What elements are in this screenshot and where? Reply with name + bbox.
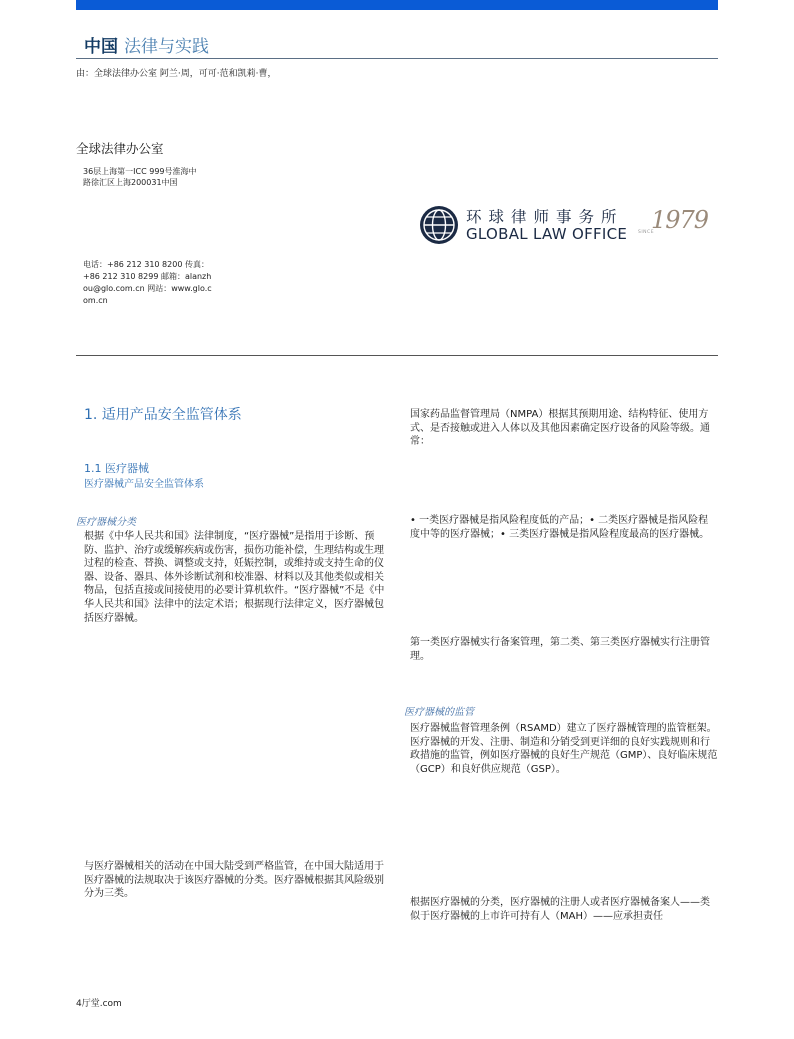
paragraph-registration: 第一类医疗器械实行备案管理，第二类、第三类医疗器械实行注册管理。	[410, 637, 710, 662]
heading-supervision: 医疗器械的监管	[404, 707, 474, 718]
office-address	[83, 166, 197, 188]
paragraph-nmpa: 国家药品监督管理局（NMPA）根据其预期用途、结构特征、使用方式、是否接触或进入人体以及其他因素确定医疗设备的风险等级。通常：	[410, 409, 710, 448]
subsection-title: 1.1 医疗器械	[84, 462, 149, 475]
author-byline: 由：全球法律办公室 阿兰·周，可可·范和凯莉·曹，	[76, 69, 277, 79]
paragraph-rsamd: 医疗器械监督管理条例（RSAMD）建立了医疗器械管理的监管框架。医疗器械的开发、注册、制造和分销受到更详细的良好实践规则和行政措施的监管，例如医疗器械的良好生产规范（GMP）、良好临床规范（GCP）和良好供应规范（GSP）。	[410, 723, 718, 775]
heading-classification: 医疗器械分类	[76, 517, 136, 528]
logo-since: SINCE	[638, 230, 655, 235]
office-contact: 电话：+86 212 310 8200 传真：+86 212 310 8299 邮箱：alanzhou@glo.com.cn 网站：www.glo.com.cn	[83, 260, 212, 305]
address-line-1: 36层上海第一ICC 999号淮海中	[83, 167, 197, 176]
paragraph-mah: 根据医疗器械的分类，医疗器械的注册人或者医疗器械备案人——类似于医疗器械的上市许可持有人（MAH）——应承担责任	[410, 897, 710, 922]
logo-chinese-name: 环球律师事务所	[466, 208, 624, 226]
subsection-subtitle: 医疗器械产品安全监管体系	[84, 479, 204, 490]
page-title	[84, 32, 209, 57]
address-line-2: 路徐汇区上海200031中国	[83, 178, 178, 187]
footer-text: 4厅堂.com	[76, 999, 122, 1009]
top-accent-bar	[76, 0, 718, 10]
logo-english-name: GLOBAL LAW OFFICE	[466, 225, 628, 243]
section-divider	[76, 355, 718, 356]
title-country: 中国	[84, 37, 118, 57]
paragraph-activities: 与医疗器械相关的活动在中国大陆受到严格监管，在中国大陆适用于医疗器械的法规取决于该医疗器械的分类。医疗器械根据其风险级别分为三类。	[84, 861, 384, 900]
header-divider	[76, 58, 718, 59]
title-subject: 法律与实践	[124, 37, 209, 57]
office-name: 全球法律办公室	[76, 141, 164, 156]
paragraph-definition: 根据《中华人民共和国》法律制度，“医疗器械”是指用于诊断、预防、监护、治疗或缓解疾病或伤害，损伤功能补偿，生理结构或生理过程的检查、替换、调整或支持，妊娠控制，或维持或支持生命的仪器、设备、器具、体外诊断试剂和校准器、材料以及其他类似或相关物品，包括直接或间接使用的必要计算机软件。“医疗器械”不是《中华人民共和国》法律中的法定术语；根据现行法律定义，医疗器械包括医疗器械。	[84, 531, 385, 624]
section-title: 1. 适用产品安全监管体系	[84, 407, 242, 423]
logo-year: 1979	[651, 206, 709, 234]
globe-logo-icon	[418, 204, 460, 246]
paragraph-classes: • 一类医疗器械是指风险程度低的产品；• 二类医疗器械是指风险程度中等的医疗器械；• 三类医疗器械是指风险程度最高的医疗器械。	[410, 515, 710, 540]
